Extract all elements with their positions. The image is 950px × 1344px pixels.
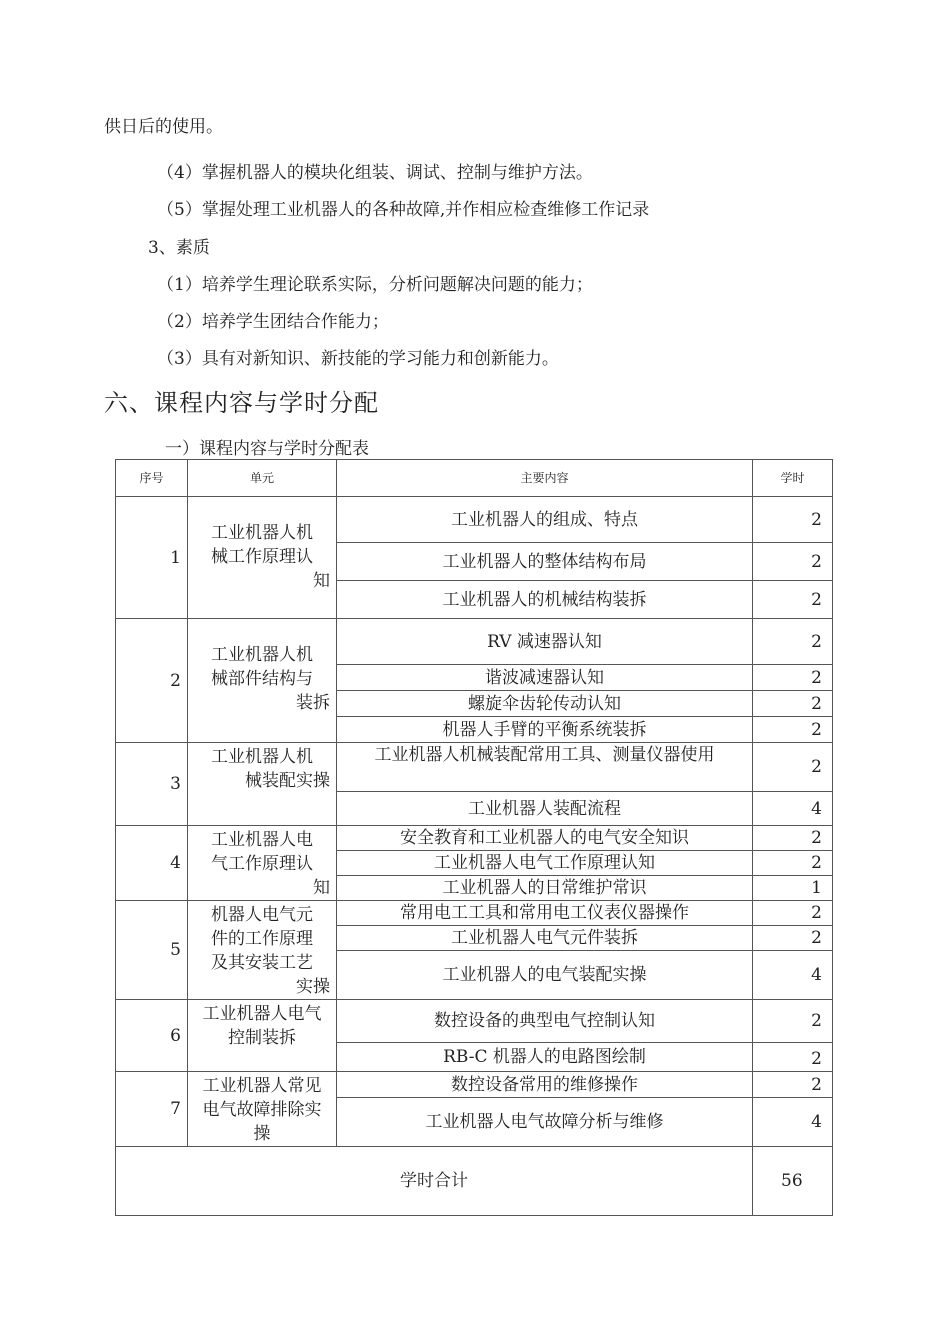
hours-cell: 2: [753, 901, 833, 926]
hours-cell: 2: [753, 1000, 833, 1043]
subheading-quality: 3、素质: [148, 238, 210, 258]
unit-no: 1: [116, 497, 188, 619]
unit-no: 5: [116, 901, 188, 1000]
header-hours: 学时: [753, 460, 833, 497]
content-cell: 工业机器人的组成、特点: [337, 497, 753, 543]
hours-cell: 2: [753, 926, 833, 951]
hours-cell: 2: [753, 743, 833, 792]
hours-cell: 1: [753, 876, 833, 901]
hours-cell: 4: [753, 1098, 833, 1147]
hours-cell: 4: [753, 951, 833, 1000]
table-header-row: [116, 460, 833, 497]
content-cell: 工业机器人装配流程: [337, 792, 753, 826]
unit-name: 工业机器人电气 控制装拆: [188, 1000, 337, 1072]
hours-cell: 4: [753, 792, 833, 826]
quality-item-3: （3）具有对新知识、新技能的学习能力和创新能力。: [157, 349, 559, 369]
content-cell: 工业机器人电气故障分析与维修: [337, 1098, 753, 1147]
hours-cell: 2: [753, 581, 833, 619]
header-unit: 单元: [188, 460, 337, 497]
unit-name: 工业机器人机 械部件结构与 装拆: [188, 619, 337, 743]
unit-no: 3: [116, 743, 188, 826]
unit-no: 2: [116, 619, 188, 743]
table-row: [116, 619, 833, 665]
content-cell: RV 减速器认知: [337, 619, 753, 665]
hours-cell: 2: [753, 691, 833, 717]
unit-name: 机器人电气元 件的工作原理 及其安装工艺 实操: [188, 901, 337, 1000]
content-cell: 工业机器人的日常维护常识: [337, 876, 753, 901]
hours-cell: 2: [753, 851, 833, 876]
content-cell: 工业机器人电气工作原理认知: [337, 851, 753, 876]
hours-cell: 2: [753, 826, 833, 851]
total-value: 56: [753, 1147, 833, 1216]
content-cell: 常用电工工具和常用电工仪表仪器操作: [337, 901, 753, 926]
content-cell: 螺旋伞齿轮传动认知: [337, 691, 753, 717]
section-title: 六、课程内容与学时分配: [104, 389, 379, 417]
paragraph-item-4: （4）掌握机器人的模块化组装、调试、控制与维护方法。: [157, 163, 593, 183]
unit-name: 工业机器人电 气工作原理认 知: [188, 826, 337, 901]
total-row: [116, 1147, 833, 1216]
unit-name: 工业机器人机 械工作原理认 知: [188, 497, 337, 619]
paragraph-continuation: 供日后的使用。: [104, 117, 223, 137]
unit-name: 工业机器人机 械装配实操: [188, 743, 337, 826]
paragraph-item-5: （5）掌握处理工业机器人的各种故障,并作相应检查维修工作记录: [157, 200, 650, 220]
content-cell: 工业机器人电气元件装拆: [337, 926, 753, 951]
table-row: [116, 1072, 833, 1098]
hours-cell: 2: [753, 497, 833, 543]
table-row: [116, 743, 833, 792]
header-content: 主要内容: [337, 460, 753, 497]
unit-no: 7: [116, 1072, 188, 1147]
content-cell: 工业机器人的机械结构装拆: [337, 581, 753, 619]
content-cell: RB-C 机器人的电路图绘制: [337, 1043, 753, 1072]
hours-cell: 2: [753, 1072, 833, 1098]
table-row: [116, 497, 833, 543]
content-cell: 数控设备的典型电气控制认知: [337, 1000, 753, 1043]
content-cell: 工业机器人的电气装配实操: [337, 951, 753, 1000]
content-cell: 谐波减速器认知: [337, 665, 753, 691]
unit-no: 4: [116, 826, 188, 901]
content-cell: 机器人手臂的平衡系统装拆: [337, 717, 753, 743]
hours-cell: 2: [753, 619, 833, 665]
content-cell: 工业机器人的整体结构布局: [337, 543, 753, 581]
course-hours-table: [115, 459, 833, 1216]
table-row: [116, 1000, 833, 1043]
table-row: [116, 901, 833, 926]
unit-name: 工业机器人常见 电气故障排除实 操: [188, 1072, 337, 1147]
table-row: [116, 826, 833, 851]
content-cell: 安全教育和工业机器人的电气安全知识: [337, 826, 753, 851]
table-caption: 一）课程内容与学时分配表: [165, 439, 369, 459]
total-label: 学时合计: [116, 1147, 753, 1216]
hours-cell: 2: [753, 1043, 833, 1072]
header-no: 序号: [116, 460, 188, 497]
hours-cell: 2: [753, 665, 833, 691]
content-cell: 工业机器人机械装配常用工具、测量仪器使用: [337, 743, 753, 792]
hours-cell: 2: [753, 717, 833, 743]
quality-item-1: （1）培养学生理论联系实际，分析问题解决问题的能力；: [157, 275, 593, 295]
quality-item-2: （2）培养学生团结合作能力；: [157, 312, 389, 332]
content-cell: 数控设备常用的维修操作: [337, 1072, 753, 1098]
hours-cell: 2: [753, 543, 833, 581]
unit-no: 6: [116, 1000, 188, 1072]
